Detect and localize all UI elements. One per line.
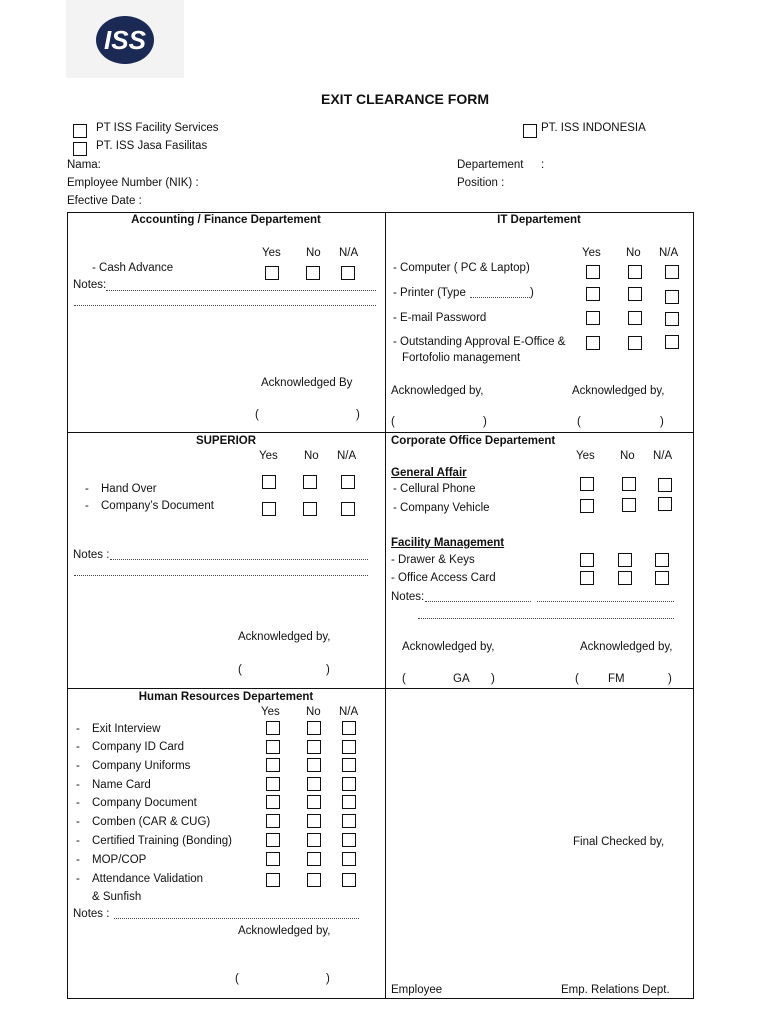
outstanding-no-checkbox[interactable]: [628, 336, 642, 350]
it-item-email-password: - E-mail Password: [393, 312, 487, 324]
corporate-notes-line-2: [418, 618, 674, 619]
hr-dash: -: [76, 723, 80, 735]
company-checkbox-iss-indonesia[interactable]: [523, 124, 537, 138]
accounting-notes-label: Notes:: [73, 279, 107, 291]
table-border-left: [67, 212, 68, 999]
hr-dash: -: [76, 779, 80, 791]
accounting-notes-line-2: [74, 305, 376, 306]
it-signature-2-close: ): [660, 416, 664, 428]
company-document-no-checkbox[interactable]: [303, 502, 317, 516]
hr-dash: -: [76, 797, 80, 809]
ga-signature-open: (: [402, 673, 406, 685]
comben-no-checkbox[interactable]: [307, 814, 321, 828]
hr-signature-open: (: [235, 973, 239, 985]
final-checked-label: Final Checked by,: [573, 836, 665, 848]
hr-item-name-card: Name Card: [92, 779, 151, 791]
corporate-acknowledged-label-2: Acknowledged by,: [580, 641, 673, 653]
superior-signature-open: (: [238, 664, 242, 676]
logo-text: ISS: [104, 25, 146, 55]
computer-na-checkbox[interactable]: [665, 265, 679, 279]
hr-dash: -: [76, 873, 80, 885]
hr-dash: -: [76, 835, 80, 847]
nama-label: Nama:: [67, 159, 101, 171]
mop-cop-na-checkbox[interactable]: [342, 852, 356, 866]
mop-cop-yes-checkbox[interactable]: [266, 852, 280, 866]
it-signature-1-open: (: [391, 416, 395, 428]
cash-advance-na-checkbox[interactable]: [341, 266, 355, 280]
hr-item-mop-cop: MOP/COP: [92, 854, 147, 866]
cellular-phone-na-checkbox[interactable]: [658, 478, 672, 492]
table-border-bottom: [67, 998, 694, 999]
drawer-keys-yes-checkbox[interactable]: [580, 553, 594, 567]
ga-item-company-vehicle: - Company Vehicle: [393, 502, 490, 514]
facility-management-title: Facility Management: [391, 537, 505, 549]
hr-item-certified-training: Certified Training (Bonding): [92, 835, 232, 847]
email-na-checkbox[interactable]: [665, 312, 679, 326]
hr-dash: -: [76, 760, 80, 772]
superior-col-na: N/A: [337, 450, 357, 462]
company-id-card-yes-checkbox[interactable]: [266, 740, 280, 754]
fm-signature-open: (: [575, 673, 579, 685]
hr-notes-line: [114, 918, 359, 919]
position-label: Position :: [457, 177, 505, 189]
corporate-col-na: N/A: [653, 450, 673, 462]
nik-label: Employee Number (NIK) :: [67, 177, 199, 189]
fm-item-office-access-card: - Office Access Card: [391, 572, 496, 584]
cash-advance-yes-checkbox[interactable]: [265, 266, 279, 280]
mop-cop-no-checkbox[interactable]: [307, 852, 321, 866]
hand-over-na-checkbox[interactable]: [341, 475, 355, 489]
printer-type-line: [470, 297, 530, 298]
superior-col-yes: Yes: [259, 450, 278, 462]
superior-dash-2: -: [85, 500, 89, 512]
superior-signature-close: ): [326, 664, 330, 676]
company-vehicle-no-checkbox[interactable]: [622, 498, 636, 512]
table-row-divider-2: [67, 688, 694, 689]
hr-dash: -: [76, 854, 80, 866]
company-label-jasa-fasilitas: PT. ISS Jasa Fasilitas: [96, 140, 208, 152]
it-acknowledged-label-2: Acknowledged by,: [572, 385, 665, 397]
outstanding-na-checkbox[interactable]: [665, 335, 679, 349]
it-item-fortofolio: Fortofolio management: [402, 352, 521, 364]
company-label-iss-indonesia: PT. ISS INDONESIA: [541, 122, 646, 134]
accounting-col-no: No: [306, 247, 321, 259]
company-uniforms-na-checkbox[interactable]: [342, 758, 356, 772]
ga-signature-close: ): [491, 673, 495, 685]
company-uniforms-no-checkbox[interactable]: [307, 758, 321, 772]
accounting-title: Accounting / Finance Departement: [131, 214, 321, 226]
hr-item-company-uniforms: Company Uniforms: [92, 760, 191, 772]
company-checkbox-facility-services[interactable]: [73, 124, 87, 138]
attendance-no-checkbox[interactable]: [307, 873, 321, 887]
accounting-col-na: N/A: [339, 247, 359, 259]
accounting-notes-line-1: [106, 290, 376, 291]
corporate-col-no: No: [620, 450, 635, 462]
printer-yes-checkbox[interactable]: [586, 287, 600, 301]
superior-col-no: No: [304, 450, 319, 462]
superior-item-hand-over: Hand Over: [101, 483, 157, 495]
outstanding-yes-checkbox[interactable]: [586, 336, 600, 350]
hr-dash: -: [76, 741, 80, 753]
name-card-yes-checkbox[interactable]: [266, 777, 280, 791]
effective-date-label: Efective Date :: [67, 195, 142, 207]
company-uniforms-yes-checkbox[interactable]: [266, 758, 280, 772]
office-access-card-yes-checkbox[interactable]: [580, 571, 594, 585]
fm-item-drawer-keys: - Drawer & Keys: [391, 554, 475, 566]
corporate-notes-label: Notes:: [391, 591, 425, 603]
cash-advance-no-checkbox[interactable]: [306, 266, 320, 280]
certified-training-no-checkbox[interactable]: [307, 833, 321, 847]
it-title: IT Departement: [497, 214, 581, 226]
hand-over-no-checkbox[interactable]: [303, 475, 317, 489]
hr-acknowledged-label: Acknowledged by,: [238, 925, 331, 937]
hr-dash: -: [76, 816, 80, 828]
it-item-printer: - Printer (Type: [393, 287, 466, 299]
office-access-card-na-checkbox[interactable]: [655, 571, 669, 585]
accounting-col-yes: Yes: [262, 247, 281, 259]
it-col-no: No: [626, 247, 641, 259]
departement-colon: :: [541, 159, 545, 171]
cellular-phone-yes-checkbox[interactable]: [580, 477, 594, 491]
hr-col-no: No: [306, 706, 321, 718]
superior-notes-line-1: [110, 559, 368, 560]
certified-training-yes-checkbox[interactable]: [266, 833, 280, 847]
it-item-computer: - Computer ( PC & Laptop): [393, 262, 530, 274]
corporate-notes-line-1a: [425, 601, 531, 602]
corporate-acknowledged-label-1: Acknowledged by,: [402, 641, 495, 653]
departement-label: Departement: [457, 159, 524, 171]
fm-signature-close: ): [668, 673, 672, 685]
form-title: EXIT CLEARANCE FORM: [321, 91, 489, 107]
hr-title: Human Resources Departement: [138, 691, 314, 703]
it-acknowledged-label-1: Acknowledged by,: [391, 385, 484, 397]
exit-interview-na-checkbox[interactable]: [342, 721, 356, 735]
exit-interview-yes-checkbox[interactable]: [266, 721, 280, 735]
company-label-facility-services: PT ISS Facility Services: [96, 122, 219, 134]
attendance-na-checkbox[interactable]: [342, 873, 356, 887]
hr-company-document-no-checkbox[interactable]: [307, 795, 321, 809]
computer-yes-checkbox[interactable]: [586, 265, 600, 279]
exit-interview-no-checkbox[interactable]: [307, 721, 321, 735]
emp-relations-signature-label: Emp. Relations Dept.: [561, 984, 670, 996]
corporate-title: Corporate Office Departement: [391, 435, 556, 447]
hr-item-attendance-validation: Attendance Validation: [92, 873, 204, 885]
company-document-yes-checkbox[interactable]: [262, 502, 276, 516]
certified-training-na-checkbox[interactable]: [342, 833, 356, 847]
hr-col-na: N/A: [339, 706, 359, 718]
office-access-card-no-checkbox[interactable]: [618, 571, 632, 585]
company-document-na-checkbox[interactable]: [341, 502, 355, 516]
general-affair-title: General Affair: [391, 467, 467, 479]
printer-no-checkbox[interactable]: [628, 287, 642, 301]
hr-item-comben: Comben (CAR & CUG): [92, 816, 211, 828]
hr-notes-label: Notes :: [73, 908, 110, 920]
hand-over-yes-checkbox[interactable]: [262, 475, 276, 489]
company-vehicle-na-checkbox[interactable]: [658, 497, 672, 511]
employee-signature-label: Employee: [391, 984, 443, 996]
table-border-top: [67, 212, 694, 213]
it-item-printer-close: ): [530, 287, 534, 299]
superior-item-company-document: Company’s Document: [101, 500, 214, 512]
accounting-signature-open: (: [255, 409, 259, 421]
drawer-keys-na-checkbox[interactable]: [655, 553, 669, 567]
superior-notes-line-2: [74, 575, 368, 576]
attendance-yes-checkbox[interactable]: [266, 873, 280, 887]
comben-yes-checkbox[interactable]: [266, 814, 280, 828]
ga-item-cellular-phone: - Cellural Phone: [393, 483, 476, 495]
hr-signature-close: ): [326, 973, 330, 985]
accounting-acknowledged-label: Acknowledged By: [261, 377, 353, 389]
email-no-checkbox[interactable]: [628, 311, 642, 325]
superior-dash-1: -: [85, 483, 89, 495]
computer-no-checkbox[interactable]: [628, 265, 642, 279]
company-checkbox-jasa-fasilitas[interactable]: [73, 142, 87, 156]
hr-col-yes: Yes: [261, 706, 280, 718]
drawer-keys-no-checkbox[interactable]: [618, 553, 632, 567]
company-id-card-na-checkbox[interactable]: [342, 740, 356, 754]
fm-signature-label: FM: [608, 673, 625, 685]
hr-company-document-yes-checkbox[interactable]: [266, 795, 280, 809]
hr-item-exit-interview: Exit Interview: [92, 723, 161, 735]
it-col-na: N/A: [659, 247, 679, 259]
iss-logo: [94, 14, 156, 66]
table-column-divider: [385, 212, 386, 999]
it-col-yes: Yes: [582, 247, 601, 259]
superior-notes-label: Notes :: [73, 549, 110, 561]
table-border-right: [693, 212, 694, 999]
it-item-outstanding-approval: - Outstanding Approval E-Office &: [393, 336, 566, 348]
superior-acknowledged-label: Acknowledged by,: [238, 631, 331, 643]
email-yes-checkbox[interactable]: [586, 311, 600, 325]
company-vehicle-yes-checkbox[interactable]: [580, 499, 594, 513]
cellular-phone-no-checkbox[interactable]: [622, 477, 636, 491]
hr-item-company-id-card: Company ID Card: [92, 741, 185, 753]
corporate-notes-line-1b: [537, 601, 674, 602]
it-signature-2-open: (: [577, 416, 581, 428]
name-card-no-checkbox[interactable]: [307, 777, 321, 791]
hr-company-document-na-checkbox[interactable]: [342, 795, 356, 809]
hr-item-company-document: Company Document: [92, 797, 197, 809]
accounting-item-cash-advance: - Cash Advance: [92, 262, 174, 274]
ga-signature-label: GA: [453, 673, 470, 685]
corporate-col-yes: Yes: [576, 450, 595, 462]
it-signature-1-close: ): [483, 416, 487, 428]
company-id-card-no-checkbox[interactable]: [307, 740, 321, 754]
hr-item-sunfish: & Sunfish: [92, 891, 142, 903]
superior-title: SUPERIOR: [195, 435, 257, 447]
name-card-na-checkbox[interactable]: [342, 777, 356, 791]
comben-na-checkbox[interactable]: [342, 814, 356, 828]
printer-na-checkbox[interactable]: [665, 290, 679, 304]
table-row-divider-1: [67, 432, 694, 433]
accounting-signature-close: ): [356, 409, 360, 421]
